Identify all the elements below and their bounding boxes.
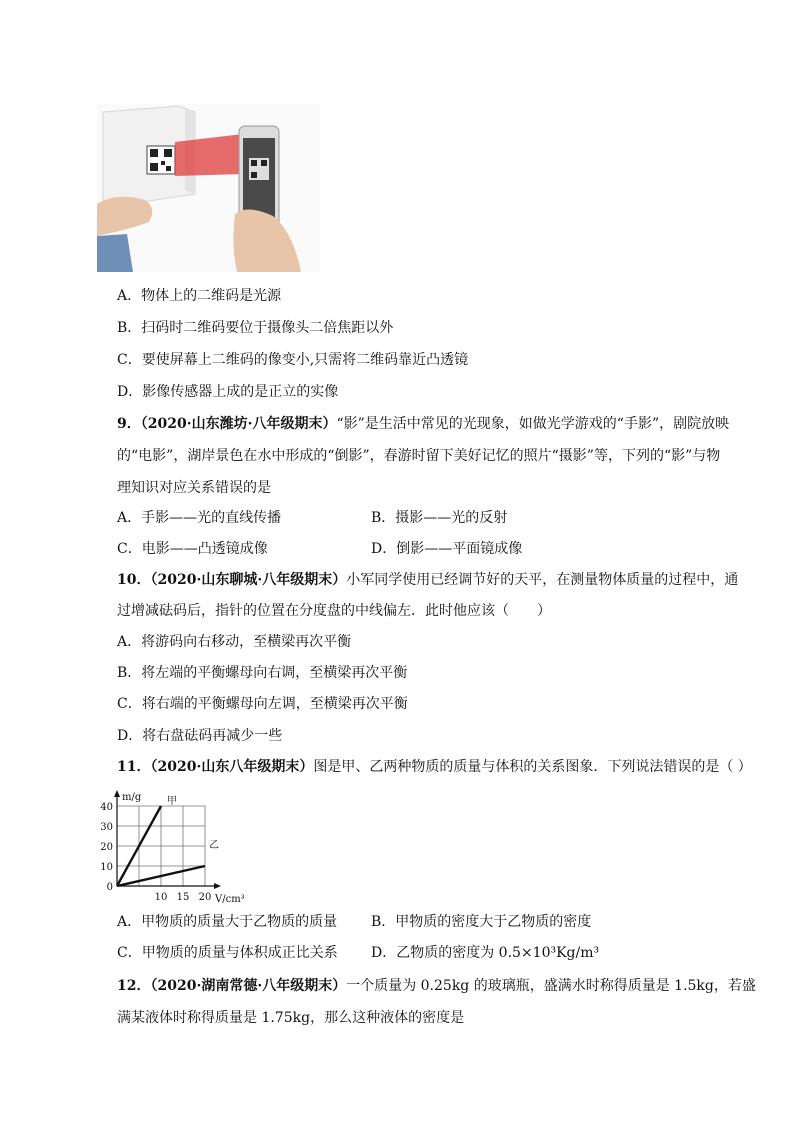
x-tick-label-20: 20 bbox=[198, 892, 212, 903]
q12-stem-line2: 满某液体时称得质量是 1.75kg，那么这种液体的密度是 bbox=[117, 1010, 465, 1026]
q11-stem-text: 图是甲、乙两种物质的质量与体积的关系图象．下列说法错误的是（ ） bbox=[313, 759, 752, 775]
q11-option-a: A．甲物质的质量大于乙物质的质量 bbox=[117, 914, 338, 930]
q11-source: （2020·山东八年级期末） bbox=[150, 759, 314, 775]
q11-stem-line1 bbox=[117, 757, 752, 777]
q9-source: （2020·山东潍坊·八年级期末） bbox=[140, 416, 337, 432]
q11-option-c: C．甲物质的质量与体积成正比关系 bbox=[117, 945, 338, 961]
q10-option-c: C．将右端的平衡螺母向左调，至横梁再次平衡 bbox=[117, 696, 408, 712]
y-axis-label: m/g bbox=[122, 792, 142, 803]
q9-option-d: D．倒影——平面镜成像 bbox=[371, 541, 523, 557]
q9-number: 9． bbox=[117, 416, 141, 432]
y-tick-label-10: 10 bbox=[100, 862, 113, 873]
q10-stem-line1 bbox=[117, 570, 738, 590]
q12-stem-line1 bbox=[117, 976, 756, 996]
q10-stem-text: 小军同学使用已经调节好的天平，在测量物体质量的过程中，通 bbox=[346, 572, 739, 588]
q12-stem-text: 一个质量为 0.25kg 的玻璃瓶，盛满水时称得质量是 1.5kg，若盛 bbox=[346, 978, 756, 994]
q10-source: （2020·山东聊城·八年级期末） bbox=[150, 572, 347, 588]
series-label-0: 甲 bbox=[167, 796, 177, 807]
q9-options-row2 bbox=[117, 539, 523, 559]
q11-number: 11． bbox=[117, 759, 151, 775]
x-axis-arrow bbox=[214, 883, 221, 889]
series-label-1: 乙 bbox=[209, 840, 219, 851]
q8-option-d: D．影像传感器上成的是正立的实像 bbox=[117, 384, 339, 400]
q8-option-b: B．扫码时二维码要位于摄像头二倍焦距以外 bbox=[117, 320, 394, 336]
q9-stem-line1 bbox=[117, 414, 729, 434]
q9-stem-line3: 理知识对应关系错误的是 bbox=[117, 480, 271, 496]
q9-option-b: B．摄影——光的反射 bbox=[371, 510, 508, 526]
q9-option-a: A．手影——光的直线传播 bbox=[117, 510, 282, 526]
q10-option-d: D．将右盘砝码再减少一些 bbox=[117, 728, 283, 744]
q10-option-a: A．将游码向右移动，至横梁再次平衡 bbox=[117, 634, 352, 650]
q11-option-b: B．甲物质的密度大于乙物质的密度 bbox=[371, 914, 592, 930]
q12-source: （2020·湖南常德·八年级期末） bbox=[150, 978, 347, 994]
mass-volume-chart bbox=[95, 780, 295, 910]
x-tick-label-10: 10 bbox=[154, 892, 168, 903]
y-tick-label-40: 40 bbox=[100, 802, 113, 813]
q9-stem-text: “影”是生活中常见的光现象，如做光学游戏的“手影”，剧院放映 bbox=[336, 416, 730, 432]
origin-label: 0 bbox=[106, 882, 113, 893]
q8-option-a: A．物体上的二维码是光源 bbox=[117, 288, 282, 304]
qr-scan-photo bbox=[97, 104, 320, 272]
q9-stem-line2: 的“电影”，湖岸景色在水中形成的“倒影”，春游时留下美好记忆的照片“摄影”等，下列的“影”与物 bbox=[117, 448, 721, 464]
q11-option-d: D．乙物质的密度为 0.5×10³Kg/m³ bbox=[371, 945, 600, 961]
q10-number: 10． bbox=[117, 572, 151, 588]
q10-option-b: B．将左端的平衡螺母向右调，至横梁再次平衡 bbox=[117, 665, 408, 681]
q8-option-c: C．要使屏幕上二维码的像变小,只需将二维码靠近凸透镜 bbox=[117, 352, 469, 368]
y-axis-arrow bbox=[114, 790, 120, 797]
q9-options-row1 bbox=[117, 508, 508, 528]
x-tick-label-15: 15 bbox=[176, 892, 190, 903]
q12-number: 12． bbox=[117, 978, 151, 994]
y-tick-label-30: 30 bbox=[100, 822, 113, 833]
q10-stem-line2: 过增减砝码后，指针的位置在分度盘的中线偏左．此时他应该（ ） bbox=[117, 603, 551, 619]
q9-option-c: C．电影——凸透镜成像 bbox=[117, 541, 268, 557]
q11-options-row2 bbox=[117, 943, 600, 963]
y-tick-label-20: 20 bbox=[100, 842, 113, 853]
q11-options-row1 bbox=[117, 912, 592, 932]
x-axis-label: V/cm³ bbox=[215, 894, 245, 905]
